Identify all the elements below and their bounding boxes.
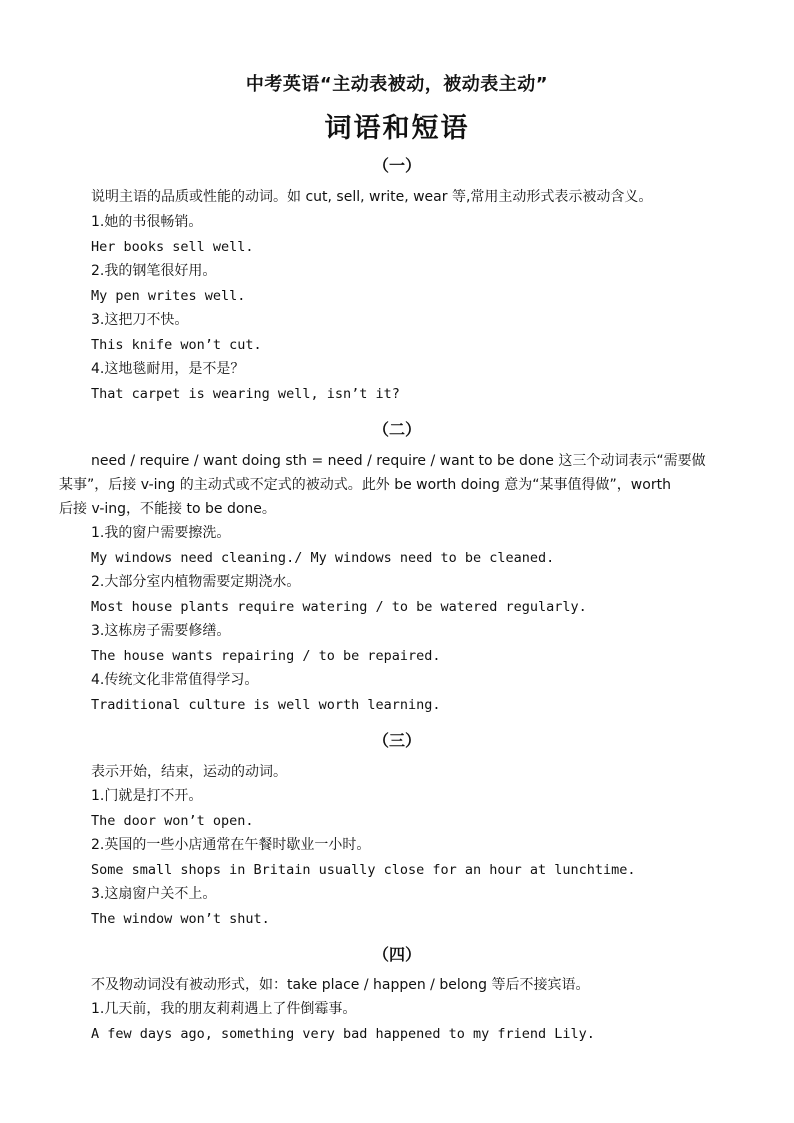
section-2-example-zh: 1.我的窗户需要擦洗。	[91, 525, 231, 541]
section-2-intro: 后接 v-ing，不能接 to be done。	[59, 501, 276, 517]
section-1-example-zh: 4.这地毯耐用，是不是？	[91, 361, 245, 377]
section-2-example-en: Traditional culture is well worth learning.	[91, 697, 441, 713]
section-2-example-en: Most house plants require watering / to be watered regularly.	[91, 599, 587, 615]
section-4-intro: 不及物动词没有被动形式，如：take place / happen / belong 等后不接宾语。	[91, 977, 590, 993]
section-2-example-en: My windows need cleaning./ My windows need to be cleaned.	[91, 550, 555, 566]
section-1-example-en: Her books sell well.	[91, 239, 254, 255]
section-3-example-en: The door won’t open.	[91, 813, 254, 829]
section-heading-1: （一）	[372, 156, 421, 175]
section-2-example-zh: 4.传统文化非常值得学习。	[91, 672, 259, 688]
section-2-example-zh: 2.大部分室内植物需要定期浇水。	[91, 574, 301, 590]
section-3-intro: 表示开始，结束，运动的动词。	[91, 764, 287, 780]
document-title: 词语和短语	[324, 113, 470, 144]
section-3-example-zh: 1.门就是打不开。	[91, 788, 203, 804]
section-1-example-en: This knife won’t cut.	[91, 337, 262, 353]
section-1-intro: 说明主语的品质或性能的动词。如 cut, sell, write, wear 等,常用主动形式表示被动含义。	[91, 189, 653, 205]
section-heading-3: （三）	[372, 731, 421, 750]
document-subtitle: 中考英语“主动表被动，被动表主动”	[245, 74, 549, 95]
section-1-example-en: That carpet is wearing well, isn’t it?	[91, 386, 400, 402]
section-heading-4: （四）	[372, 945, 421, 964]
section-heading-2: （二）	[372, 420, 421, 439]
section-3-example-en: Some small shops in Britain usually close for an hour at lunchtime.	[91, 862, 636, 878]
section-3-example-zh: 3.这扇窗户关不上。	[91, 886, 217, 902]
section-1-example-en: My pen writes well.	[91, 288, 246, 304]
section-1-example-zh: 3.这把刀不快。	[91, 312, 189, 328]
section-3-example-zh: 2.英国的一些小店通常在午餐时歇业一小时。	[91, 837, 371, 853]
section-2-intro: need / require / want doing sth = need / require / want to be done 这三个动词表示“需要做	[91, 453, 706, 469]
section-3-example-en: The window won’t shut.	[91, 911, 270, 927]
section-2-example-en: The house wants repairing / to be repaired.	[91, 648, 441, 664]
section-2-intro: 某事”，后接 v-ing 的主动式或不定式的被动式。此外 be worth doing 意为“某事值得做”，worth	[59, 477, 671, 493]
section-1-example-zh: 1.她的书很畅销。	[91, 214, 203, 230]
section-4-example-zh: 1.几天前，我的朋友莉莉遇上了件倒霉事。	[91, 1001, 357, 1017]
section-4-example-en: A few days ago, something very bad happened to my friend Lily.	[91, 1026, 595, 1042]
section-2-example-zh: 3.这栋房子需要修缮。	[91, 623, 231, 639]
section-1-example-zh: 2.我的钢笔很好用。	[91, 263, 217, 279]
